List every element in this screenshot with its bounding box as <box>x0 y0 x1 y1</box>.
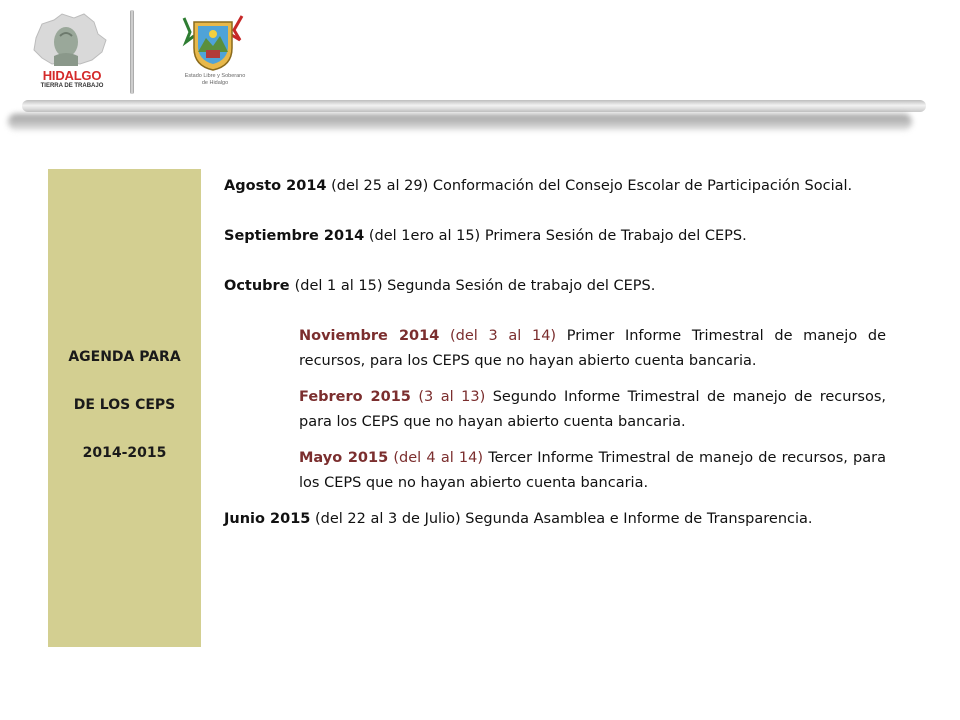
entry-description: Primera Sesión de Trabajo del CEPS. <box>480 228 747 244</box>
entry-range: (del 1ero al 15) <box>364 228 481 244</box>
agenda-entry <box>224 224 886 249</box>
header-divider <box>130 10 134 94</box>
side-panel-line1: AGENDA PARA <box>68 349 181 365</box>
entry-month: Febrero 2015 <box>299 389 411 405</box>
entry-description: Primer Informe Trimestral de manejo de recursos, para los CEPS que no hayan abierto cuenta bancaria. <box>299 328 887 369</box>
entry-description: Conformación del Consejo Escolar de Participación Social. <box>428 178 853 194</box>
agenda-entry <box>299 446 886 496</box>
entry-range: (del 1 al 15) <box>294 278 383 294</box>
hidalgo-logo-wordmark: HIDALGO <box>42 68 102 83</box>
entry-month: Junio 2015 <box>224 511 311 527</box>
entry-range: (3 al 13) <box>410 389 486 405</box>
entry-month: Mayo 2015 <box>299 450 389 466</box>
header-bar <box>22 100 926 112</box>
state-caption-line1: Estado Libre y Soberano <box>184 73 246 79</box>
entry-range: (del 22 al 3 de Julio) <box>310 511 461 527</box>
agenda-list <box>224 174 886 532</box>
side-panel-title <box>48 349 201 493</box>
entry-month: Agosto 2014 <box>224 178 327 194</box>
entry-range: (del 4 al 14) <box>388 450 484 466</box>
header-bar-shadow <box>8 114 912 130</box>
agenda-entry <box>299 324 886 374</box>
agenda-entry <box>224 507 886 532</box>
entry-description: Tercer Informe Trimestral de manejo de recursos, para los CEPS que no hayan abierto cuenta bancaria. <box>299 450 886 491</box>
entry-range: (del 25 al 29) <box>326 178 429 194</box>
entry-description: Segunda Sesión de trabajo del CEPS. <box>382 278 656 294</box>
entry-range: (del 3 al 14) <box>439 328 557 344</box>
side-panel <box>48 169 201 647</box>
entry-description: Segundo Informe Trimestral de manejo de recursos, para los CEPS que no hayan abierto cuenta bancaria. <box>299 389 886 430</box>
agenda-entry <box>299 385 886 435</box>
hidalgo-logo <box>22 10 122 98</box>
entry-description: Segunda Asamblea e Informe de Transparencia. <box>460 511 813 527</box>
coat-of-arms-icon <box>180 12 246 72</box>
agenda-entry <box>224 174 886 199</box>
side-panel-line2: DE LOS CEPS <box>73 397 176 413</box>
state-caption-line2: de Hidalgo <box>201 80 229 86</box>
state-caption <box>170 73 260 87</box>
state-coat-of-arms <box>180 12 246 72</box>
side-panel-line3: 2014-2015 <box>82 445 167 461</box>
entry-month: Septiembre 2014 <box>224 228 365 244</box>
entry-month: Octubre <box>224 278 295 294</box>
hidalgo-logo-tagline: TIERRA DE TRABAJO <box>40 83 104 89</box>
entry-month: Noviembre 2014 <box>299 328 440 344</box>
agenda-entry <box>224 274 886 299</box>
